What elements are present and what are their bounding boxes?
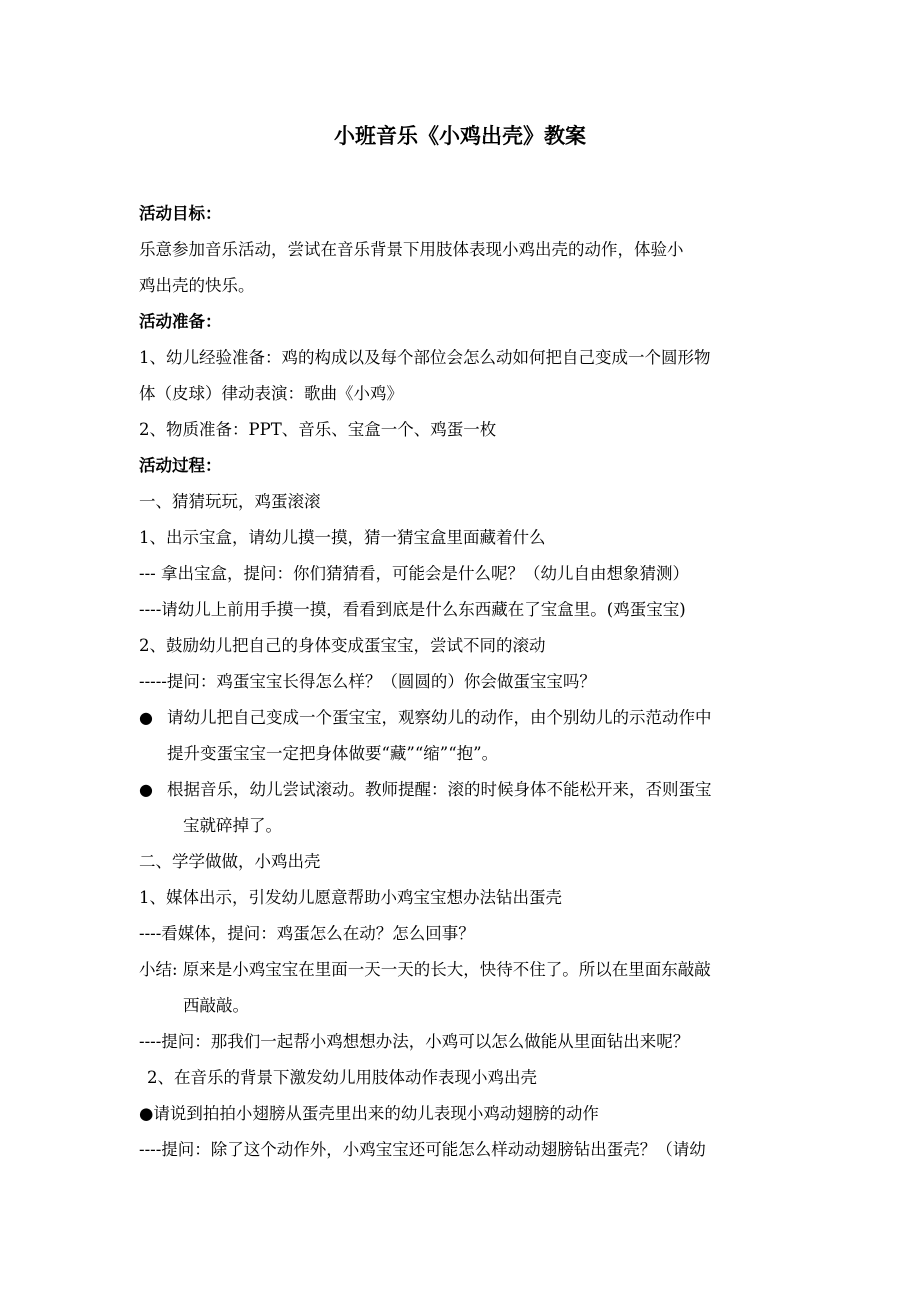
prep-item-2: 2、物质准备：PPT、音乐、宝盒一个、鸡蛋一枚 (139, 420, 497, 439)
part-2-bullet: ●请说到拍拍小翅膀从蛋壳里出来的幼儿表现小鸡动翅膀的动作 (139, 1104, 599, 1123)
part-1-step-2-question: -----提问：鸡蛋宝宝长得怎么样？（圆圆的）你会做蛋宝宝吗？ (139, 672, 596, 691)
part-2-title: 二、学学做做，小鸡出壳 (139, 852, 321, 871)
goal-text-line-2: 鸡出壳的快乐。 (139, 276, 255, 295)
goal-text-line-1: 乐意参加音乐活动，尝试在音乐背景下用肢体表现小鸡出壳的动作，体验小 (139, 240, 684, 259)
part-2-step-1: 1、媒体出示，引发幼儿愿意帮助小鸡宝宝想办法钻出蛋壳 (139, 888, 562, 907)
part-2-summary-line-1: 小结: 原来是小鸡宝宝在里面一天一天的长大，快待不住了。所以在里面东敲敲 (139, 960, 711, 979)
prep-item-1-line-2: 体（皮球）律动表演：歌曲《小鸡》 (139, 384, 403, 403)
part-2-summary-line-2: 西敲敲。 (183, 996, 249, 1015)
part-1-title: 一、猜猜玩玩，鸡蛋滚滚 (139, 492, 321, 511)
bullet-1-line-2: 提升变蛋宝宝一定把身体做要“藏”“缩”“抱”。 (167, 744, 499, 763)
bullet-1-icon: ● (139, 708, 153, 727)
bullet-2-line-2: 宝就碎掉了。 (183, 816, 282, 835)
bullet-2-icon: ● (139, 780, 153, 799)
part-1-step-2: 2、鼓励幼儿把自己的身体变成蛋宝宝，尝试不同的滚动 (139, 636, 546, 655)
part-2-step-2-question: ----提问：除了这个动作外，小鸡宝宝还可能怎么样动动翅膀钻出蛋壳？（请幼 (139, 1140, 706, 1159)
page-title: 小班音乐《小鸡出壳》教案 (334, 124, 586, 148)
part-2-step-2: 2、在音乐的背景下激发幼儿用肢体动作表现小鸡出壳 (147, 1068, 537, 1087)
prep-heading: 活动准备： (139, 312, 222, 331)
bullet-2-line-1: 根据音乐，幼儿尝试滚动。教师提醒：滚的时候身体不能松开来，否则蛋宝 (167, 780, 712, 799)
part-1-step-1: 1、出示宝盒，请幼儿摸一摸，猜一猜宝盒里面藏着什么 (139, 528, 546, 547)
part-2-step-1-question: ----看媒体，提问：鸡蛋怎么在动？怎么回事？ (139, 924, 475, 943)
goal-heading: 活动目标： (139, 204, 222, 223)
process-heading: 活动过程： (139, 456, 222, 475)
prep-item-1-line-1: 1、幼儿经验准备：鸡的构成以及每个部位会怎么动如何把自己变成一个圆形物 (139, 348, 711, 367)
part-1-step-1-touch: ----请幼儿上前用手摸一摸，看看到底是什么东西藏在了宝盒里。(鸡蛋宝宝) (139, 600, 686, 619)
part-1-step-1-question: --- 拿出宝盒，提问：你们猜猜看，可能会是什么呢？（幼儿自由想象猜测） (139, 564, 689, 583)
part-2-step-1-help: ----提问：那我们一起帮小鸡想想办法，小鸡可以怎么做能从里面钻出来呢？ (139, 1032, 690, 1051)
bullet-1-line-1: 请幼儿把自己变成一个蛋宝宝，观察幼儿的动作，由个别幼儿的示范动作中 (167, 708, 712, 727)
